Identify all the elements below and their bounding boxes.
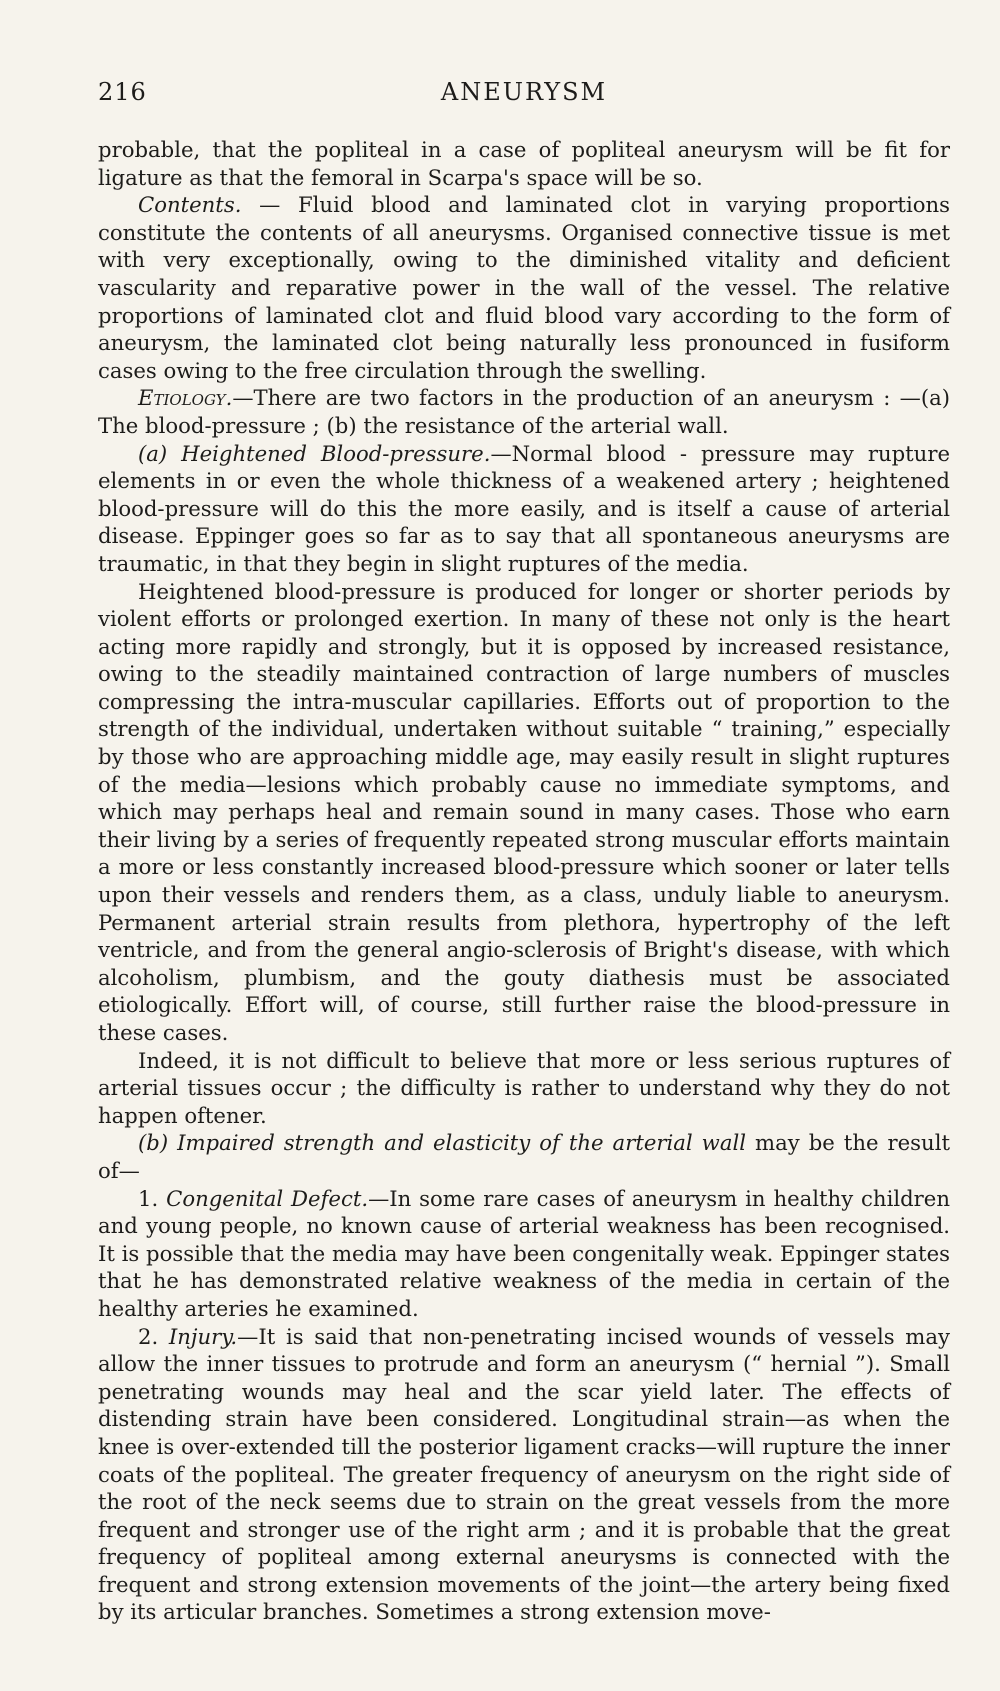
paragraph-congenital-defect [98, 1185, 950, 1323]
paragraph-injury [98, 1323, 950, 1627]
paragraph-text: Indeed, it is not difficult to believe that more or less serious ruptures of arterial tissues occur ; the difficulty is rather to understand why they do not happen oftener. [98, 1047, 950, 1128]
subheading-blood-pressure: (a) Heightened Blood-pressure. [138, 440, 491, 466]
paragraph-text: probable, that the popliteal in a case of popliteal aneurysm will be fit for ligature as that the femoral in Scarpa's space will be so. [98, 137, 950, 190]
paragraph-etiology [98, 384, 950, 439]
section-heading-contents: Contents. [138, 192, 242, 218]
subheading-impaired-strength: (b) Impaired strength and elasticity of the arterial wall [138, 1130, 747, 1156]
running-title: ANEURYSM [440, 78, 608, 106]
paragraph-contents [98, 191, 950, 384]
page-header [98, 78, 950, 110]
paragraph-heightened [98, 578, 950, 1047]
paragraph-text: —It is said that non-penetrating incised wounds of vessels may allow the inner tissues to protrude and form an aneurysm (“ hernial ”). Small penetrating wounds may heal and the scar yield later. The effects of distending strain have been considered. Longitudinal strain—as when the knee is over-extended till the posterior ligament cracks—will rupture the inner coats of the popliteal. The greater frequency of aneurysm on the right side of the root of the neck seems due to strain on the great vessels from the more frequent and stronger use of the right arm ; and it is probable that the great frequency of popliteal among external aneurysms is connected with the frequent and strong extension movements of the joint—the artery being fixed by its articular branches. Sometimes a strong extension move- [98, 1323, 950, 1625]
subheading-injury: Injury. [168, 1323, 238, 1349]
subheading-congenital-defect: Congenital Defect. [166, 1185, 369, 1211]
page-number: 216 [98, 78, 147, 106]
paragraph-blood-pressure [98, 440, 950, 578]
paragraph-text: — Fluid blood and laminated clot in varying proportions constitute the contents of all aneurysms. Organised connective tissue is met with very exceptionally, owing to the diminished vitality and deficient vascularity and reparative power in the wall of the vessel. The relative proportions of laminated clot and fluid blood vary according to the form of aneurysm, the laminated clot being naturally less pronounced in fusiform cases owing to the free circulation through the swelling. [98, 192, 950, 383]
list-number: 1. [138, 1185, 167, 1211]
list-number: 2. [138, 1323, 169, 1349]
paragraph-text: —Normal blood - pressure may rupture elements in or even the whole thickness of a weakened artery ; heightened blood-pressure will do this the more easily, and is itself a cause of arterial disease. Eppinger goes so far as to say that all spontaneous aneurysms are traumatic, in that they begin in slight ruptures of the media. [98, 440, 950, 576]
body-text [98, 136, 950, 1626]
paragraph-continuation [98, 136, 950, 191]
section-heading-etiology: Etiology. [138, 385, 233, 411]
paragraph-text: may be the result of— [98, 1130, 950, 1183]
paragraph-text: Heightened blood-pressure is produced for longer or shorter periods by violent efforts or prolonged exertion. In many of these not only is the heart acting more rapidly and strongly, but it is opposed by increased resistance, owing to the steadily maintained contraction of large numbers of muscles compressing the intra-muscular capillaries. Efforts out of proportion to the strength of the individual, undertaken without suitable “ training,” especially by those who are approaching middle age, may easily result in slight ruptures of the media—lesions which probably cause no immediate symptoms, and which may perhaps heal and remain sound in many cases. Those who earn their living by a series of frequently repeated strong muscular efforts maintain a more or less constantly increased blood-pressure which sooner or later tells upon their vessels and renders them, as a class, unduly liable to aneurysm. Permanent arterial strain results from plethora, hypertrophy of the left ventricle, and from the general angio-sclerosis of Bright's disease, with which alcoholism, plumbism, and the gouty diathesis must be associated etiologically. Effort will, of course, still further raise the blood-pressure in these cases. [98, 578, 950, 1045]
paragraph-text: —There are two factors in the production of an aneurysm : —(a) The blood-pressure ; (b) the resistance of the arterial wall. [98, 385, 950, 438]
paragraph-indeed [98, 1047, 950, 1130]
paragraph-text: —In some rare cases of aneurysm in healthy children and young people, no known cause of arterial weakness has been recognised. It is possible that the media may have been congenitally weak. Eppinger states that he has demonstrated relative weakness of the media in certain of the healthy arteries he examined. [98, 1185, 950, 1321]
paragraph-impaired-strength [98, 1129, 950, 1184]
